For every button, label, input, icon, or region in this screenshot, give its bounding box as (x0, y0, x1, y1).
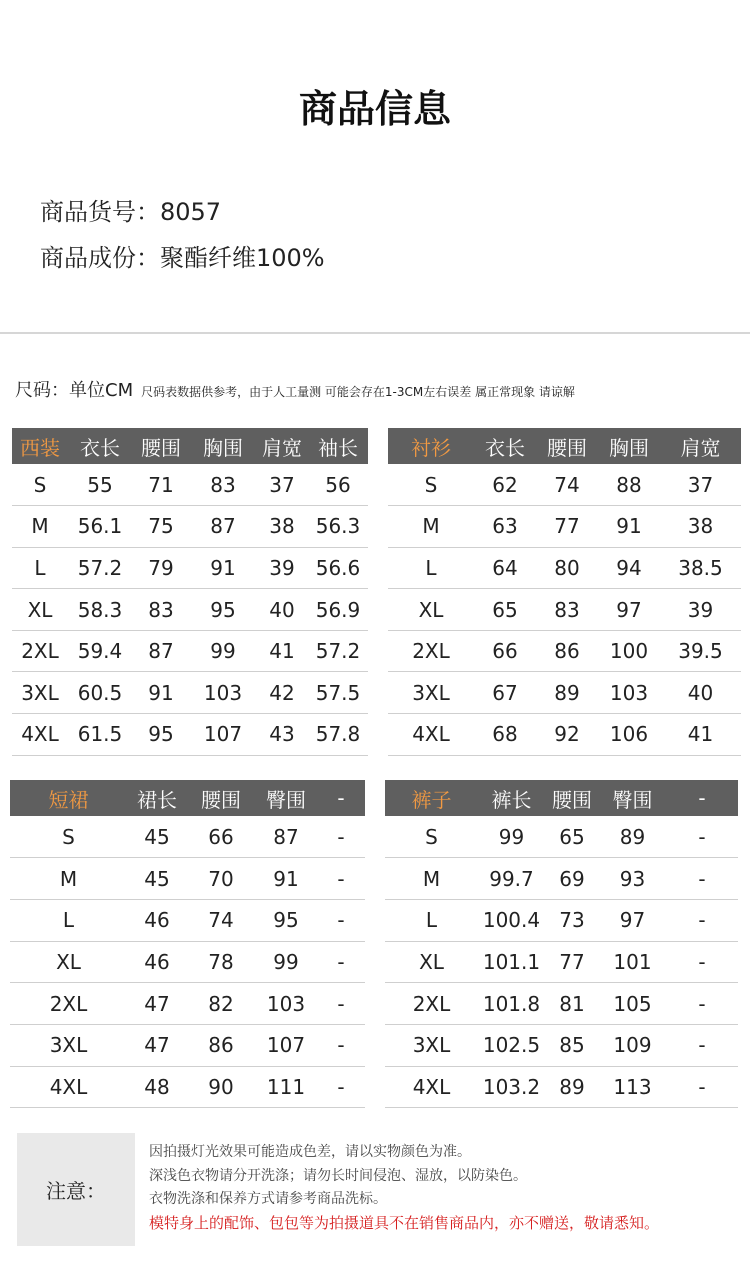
table-row (10, 1024, 365, 1066)
table-row (10, 858, 365, 900)
measurement-cell: 60.5 (68, 672, 132, 714)
column-header: 腰围 (187, 780, 255, 816)
item-number: 商品货号：8057 (40, 198, 222, 226)
size-cell: 3XL (12, 672, 68, 714)
notice-warning-line: 模特身上的配饰、包包等为拍摄道具不在销售商品内，亦不赠送，敬请悉知。 (149, 1213, 660, 1232)
size-cell: L (12, 547, 68, 589)
measurement-cell: 37 (660, 464, 741, 506)
measurement-cell: 71 (132, 464, 190, 506)
measurement-cell: 83 (190, 464, 256, 506)
measurement-cell: 67 (474, 672, 536, 714)
measurement-cell: 80 (536, 547, 598, 589)
measurement-cell: - (317, 1024, 365, 1066)
measurement-cell: 91 (190, 547, 256, 589)
measurement-cell: 70 (187, 858, 255, 900)
table-row (10, 1066, 365, 1108)
notice-label: 注意： (46, 1179, 106, 1203)
table-row (388, 589, 741, 631)
measurement-cell: 74 (536, 464, 598, 506)
measurement-cell: 99 (478, 816, 545, 858)
size-cell: M (388, 506, 474, 548)
notice-body (135, 1133, 734, 1246)
measurement-cell: 68 (474, 714, 536, 756)
measurement-cell: 57.5 (308, 672, 368, 714)
measurement-cell: 89 (545, 1066, 599, 1108)
table-row (10, 899, 365, 941)
size-cell: 2XL (388, 630, 474, 672)
table-row (388, 714, 741, 756)
measurement-cell: 91 (132, 672, 190, 714)
measurement-cell: 39.5 (660, 630, 741, 672)
column-header: 胸围 (190, 428, 256, 464)
measurement-cell: 64 (474, 547, 536, 589)
measurement-cell: 39 (660, 589, 741, 631)
measurement-cell: 77 (536, 506, 598, 548)
measurement-cell: 87 (255, 816, 317, 858)
measurement-cell: 56.6 (308, 547, 368, 589)
measurement-cell: 73 (545, 899, 599, 941)
measurement-cell: 113 (599, 1066, 666, 1108)
size-cell: XL (388, 589, 474, 631)
measurement-cell: 40 (660, 672, 741, 714)
measurement-cell: 63 (474, 506, 536, 548)
measurement-cell: - (317, 858, 365, 900)
measurement-cell: 102.5 (478, 1024, 545, 1066)
measurement-cell: 95 (190, 589, 256, 631)
table-row (10, 983, 365, 1025)
measurement-cell: 92 (536, 714, 598, 756)
table-header-row (10, 780, 365, 816)
table-row (388, 547, 741, 589)
table-row (388, 464, 741, 506)
measurement-cell: 38 (256, 506, 308, 548)
measurement-cell: - (666, 858, 738, 900)
table-row (385, 816, 738, 858)
measurement-cell: 105 (599, 983, 666, 1025)
measurement-cell: 93 (599, 858, 666, 900)
measurement-cell: 56.9 (308, 589, 368, 631)
measurement-cell: - (666, 899, 738, 941)
item-material: 商品成份：聚酯纤维100% (40, 244, 325, 272)
measurement-cell: 87 (132, 630, 190, 672)
measurement-cell: 42 (256, 672, 308, 714)
table-row (385, 983, 738, 1025)
measurement-cell: 83 (536, 589, 598, 631)
measurement-cell: 59.4 (68, 630, 132, 672)
measurement-cell: 57.2 (308, 630, 368, 672)
notice-box (17, 1133, 734, 1246)
column-header: 袖长 (308, 428, 368, 464)
column-header: 裙长 (127, 780, 187, 816)
measurement-cell: 38 (660, 506, 741, 548)
measurement-cell: 79 (132, 547, 190, 589)
column-header: 胸围 (598, 428, 660, 464)
measurement-cell: 78 (187, 941, 255, 983)
table-category-header: 西装 (12, 428, 68, 464)
measurement-cell: 66 (187, 816, 255, 858)
size-cell: 4XL (12, 714, 68, 756)
column-header: 臀围 (255, 780, 317, 816)
size-cell: M (10, 858, 127, 900)
column-header: 裤长 (478, 780, 545, 816)
table-row (385, 1024, 738, 1066)
measurement-cell: 101.8 (478, 983, 545, 1025)
size-cell: S (12, 464, 68, 506)
measurement-cell: 58.3 (68, 589, 132, 631)
measurement-cell: 88 (598, 464, 660, 506)
measurement-cell: 46 (127, 899, 187, 941)
measurement-cell: 57.2 (68, 547, 132, 589)
size-cell: L (388, 547, 474, 589)
size-cell: S (385, 816, 478, 858)
table-row (385, 1066, 738, 1108)
size-unit-label: 尺码：单位CM (15, 380, 134, 401)
size-cell: XL (10, 941, 127, 983)
size-cell: XL (12, 589, 68, 631)
column-header: 衣长 (474, 428, 536, 464)
measurement-cell: - (666, 816, 738, 858)
size-cell: 4XL (10, 1066, 127, 1108)
column-header: - (317, 780, 365, 816)
measurement-cell: 83 (132, 589, 190, 631)
table-row (385, 858, 738, 900)
measurement-cell: 37 (256, 464, 308, 506)
measurement-cell: 100 (598, 630, 660, 672)
size-cell: 3XL (10, 1024, 127, 1066)
measurement-cell: 97 (598, 589, 660, 631)
measurement-cell: 89 (536, 672, 598, 714)
measurement-cell: 55 (68, 464, 132, 506)
measurement-cell: 65 (545, 816, 599, 858)
size-cell: XL (385, 941, 478, 983)
measurement-cell: 47 (127, 983, 187, 1025)
measurement-cell: - (666, 1024, 738, 1066)
table-row (12, 464, 368, 506)
pants-size-table (385, 780, 738, 1108)
measurement-cell: 101 (599, 941, 666, 983)
column-header: 衣长 (68, 428, 132, 464)
measurement-cell: 103 (255, 983, 317, 1025)
measurement-cell: 62 (474, 464, 536, 506)
table-category-header: 裤子 (385, 780, 478, 816)
table-row (12, 630, 368, 672)
size-cell: S (10, 816, 127, 858)
table-row (12, 672, 368, 714)
size-cell: M (12, 506, 68, 548)
measurement-cell: 95 (132, 714, 190, 756)
measurement-cell: 95 (255, 899, 317, 941)
measurement-cell: 100.4 (478, 899, 545, 941)
size-note (15, 376, 575, 402)
column-header: 腰围 (536, 428, 598, 464)
table-row (12, 589, 368, 631)
table-row (385, 899, 738, 941)
size-cell: L (385, 899, 478, 941)
table-category-header: 短裙 (10, 780, 127, 816)
size-cell: 3XL (388, 672, 474, 714)
table-header-row (12, 428, 368, 464)
measurement-cell: - (317, 941, 365, 983)
notice-line: 因拍摄灯光效果可能造成色差，请以实物颜色为准。 (149, 1144, 471, 1160)
size-cell: 4XL (385, 1066, 478, 1108)
measurement-cell: 86 (536, 630, 598, 672)
measurement-cell: - (317, 899, 365, 941)
measurement-cell: 87 (190, 506, 256, 548)
measurement-cell: 65 (474, 589, 536, 631)
measurement-cell: - (666, 983, 738, 1025)
measurement-cell: 56.1 (68, 506, 132, 548)
measurement-cell: - (317, 983, 365, 1025)
measurement-cell: 38.5 (660, 547, 741, 589)
measurement-cell: 46 (127, 941, 187, 983)
table-row (10, 941, 365, 983)
measurement-cell: 66 (474, 630, 536, 672)
measurement-cell: 99 (255, 941, 317, 983)
measurement-cell: - (317, 816, 365, 858)
table-row (12, 714, 368, 756)
shirt-size-table (388, 428, 741, 756)
measurement-cell: 75 (132, 506, 190, 548)
measurement-cell: 39 (256, 547, 308, 589)
table-row (388, 506, 741, 548)
measurement-cell: 91 (598, 506, 660, 548)
size-cell: M (385, 858, 478, 900)
measurement-cell: 41 (660, 714, 741, 756)
measurement-cell: 56.3 (308, 506, 368, 548)
measurement-cell: 101.1 (478, 941, 545, 983)
measurement-cell: - (666, 941, 738, 983)
measurement-cell: 48 (127, 1066, 187, 1108)
measurement-cell: 86 (187, 1024, 255, 1066)
measurement-cell: 103 (190, 672, 256, 714)
measurement-cell: 45 (127, 816, 187, 858)
notice-line: 衣物洗涤和保养方式请参考商品洗标。 (149, 1191, 387, 1207)
section-divider (0, 332, 750, 334)
measurement-cell: 82 (187, 983, 255, 1025)
measurement-cell: 81 (545, 983, 599, 1025)
measurement-cell: 57.8 (308, 714, 368, 756)
size-cell: 2XL (10, 983, 127, 1025)
size-cell: L (10, 899, 127, 941)
notice-line: 深浅色衣物请分开洗涤；请勿长时间侵泡、湿放，以防染色。 (149, 1167, 527, 1184)
table-row (12, 547, 368, 589)
measurement-cell: 45 (127, 858, 187, 900)
size-cell: S (388, 464, 474, 506)
measurement-cell: 103.2 (478, 1066, 545, 1108)
size-cell: 2XL (12, 630, 68, 672)
measurement-cell: 69 (545, 858, 599, 900)
measurement-cell: 85 (545, 1024, 599, 1066)
measurement-cell: 43 (256, 714, 308, 756)
measurement-cell: 56 (308, 464, 368, 506)
size-cell: 4XL (388, 714, 474, 756)
size-cell: 3XL (385, 1024, 478, 1066)
page-title: 商品信息 (298, 87, 451, 131)
column-header: 腰围 (545, 780, 599, 816)
measurement-cell: - (317, 1066, 365, 1108)
measurement-cell: 77 (545, 941, 599, 983)
measurement-cell: 41 (256, 630, 308, 672)
table-row (388, 672, 741, 714)
measurement-cell: 94 (598, 547, 660, 589)
skirt-size-table (10, 780, 365, 1108)
measurement-cell: 90 (187, 1066, 255, 1108)
measurement-cell: 89 (599, 816, 666, 858)
measurement-cell: 91 (255, 858, 317, 900)
size-disclaimer: 尺码表数据供参考，由于人工量测 可能会存在1-3CM左右误差 属正常现象 请谅解 (141, 385, 575, 399)
measurement-cell: 111 (255, 1066, 317, 1108)
measurement-cell: 107 (255, 1024, 317, 1066)
measurement-cell: 47 (127, 1024, 187, 1066)
table-header-row (388, 428, 741, 464)
table-row (385, 941, 738, 983)
measurement-cell: 103 (598, 672, 660, 714)
table-row (388, 630, 741, 672)
measurement-cell: 61.5 (68, 714, 132, 756)
measurement-cell: 74 (187, 899, 255, 941)
column-header: 臀围 (599, 780, 666, 816)
suit-size-table (12, 428, 368, 756)
column-header: 肩宽 (660, 428, 741, 464)
table-header-row (385, 780, 738, 816)
measurement-cell: 106 (598, 714, 660, 756)
column-header: 腰围 (132, 428, 190, 464)
size-cell: 2XL (385, 983, 478, 1025)
table-category-header: 衬衫 (388, 428, 474, 464)
measurement-cell: 40 (256, 589, 308, 631)
measurement-cell: 99 (190, 630, 256, 672)
column-header: - (666, 780, 738, 816)
column-header: 肩宽 (256, 428, 308, 464)
measurement-cell: 107 (190, 714, 256, 756)
measurement-cell: 99.7 (478, 858, 545, 900)
measurement-cell: 109 (599, 1024, 666, 1066)
table-row (10, 816, 365, 858)
measurement-cell: - (666, 1066, 738, 1108)
measurement-cell: 97 (599, 899, 666, 941)
table-row (12, 506, 368, 548)
